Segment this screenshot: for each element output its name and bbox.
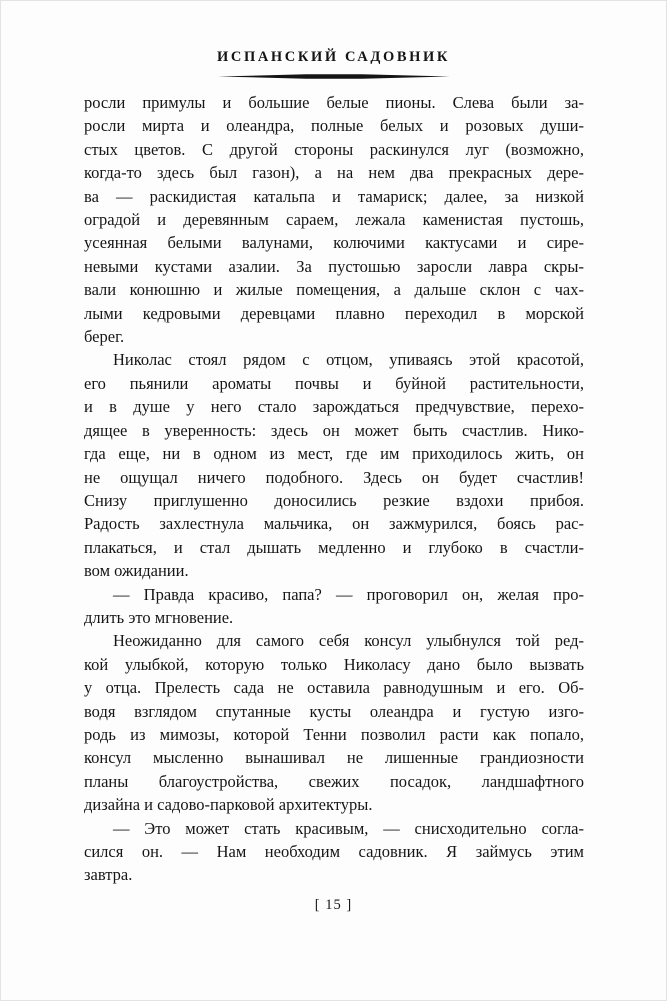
page-footer [0,897,667,914]
text-line: завтра. [84,865,133,885]
text-line: водя взглядом спутанные кусты олеандра и густую изго- [84,701,584,721]
text-line: и в душе у него стало зарождаться предчувствие, перехо- [84,397,584,417]
text-line: дизайна и садово-парковой архитектуры. [84,795,373,815]
text-line: не ощущал ничего подобного. Здесь он будет счастлив! [84,467,584,487]
text-line: длить это мгновение. [84,607,234,627]
text-line: оградой и деревянным сараем, лежала каменистая пустошь, [84,210,584,230]
text-line: когда-то здесь был газон), а на нем два прекрасных дере- [84,163,584,183]
text-line: стых цветов. С другой стороны раскинулся луг (возможно, [84,139,584,159]
text-line: росли мирта и олеандра, полные белых и розовых души- [84,116,584,136]
text-line: невыми кустами азалии. За пустошью заросли лавра скры- [84,256,584,276]
text-line: Снизу приглушенно доносились резкие вздохи прибоя. [84,490,584,510]
text-block [84,91,584,887]
text-line: росли примулы и большие белые пионы. Слева были за- [84,93,584,112]
text-line: консул мысленно вынашивал не лишенные грандиозности [84,748,584,768]
paragraph [84,348,584,582]
text-line: родь из мимозы, которой Тенни позволил расти как попало, [84,724,584,744]
text-line: Радость захлестнула мальчика, он зажмурился, боясь рас- [84,514,584,534]
text-line: у отца. Прелесть сада не оставила равнодушным и его. Об- [84,678,584,698]
text-line: лыми кедровыми деревцами плавно переходил в морской [84,303,584,323]
page-number: [ 15 ] [314,897,353,913]
chapter-title: ИСПАНСКИЙ САДОВНИК [217,49,450,65]
paragraph [84,91,584,348]
paragraph [84,583,584,630]
text-line: — Правда красиво, папа? — проговорил он, желая про- [113,584,584,604]
text-line: сился он. — Нам необходим садовник. Я займусь этим [84,842,584,861]
text-line: усеянная белыми валунами, колючими кактусами и сире- [84,233,584,253]
text-line: дящее в уверенность: здесь он может быть счастлив. Нико- [84,420,584,440]
text-line: Николас стоял рядом с отцом, упиваясь этой красотой, [113,350,584,370]
paragraph [84,629,584,816]
paragraph [84,817,584,887]
text-line: — Это может стать красивым, — снисходительно согла- [113,818,584,838]
text-line: планы благоустройства, свежих посадок, ландшафтного [84,771,584,791]
text-line: гда еще, ни в одном из мест, где им приходилось жить, он [84,444,584,464]
text-line: его пьянили ароматы почвы и буйной растительности, [84,373,584,393]
text-line: плакаться, и стал дышать медленно и глубоко в счастли- [84,537,584,557]
header-divider-ornament [218,73,450,80]
text-line: вом ожидании. [84,561,189,581]
text-line: Неожиданно для самого себя консул улыбнулся той ред- [113,631,584,651]
text-line: вали конюшню и жилые помещения, а дальше склон с чах- [84,280,584,300]
text-line: кой улыбкой, которую только Николасу дано было вызвать [84,654,584,674]
text-line: ва — раскидистая катальпа и тамариск; далее, за низкой [84,186,584,206]
text-line: берег. [84,327,125,347]
